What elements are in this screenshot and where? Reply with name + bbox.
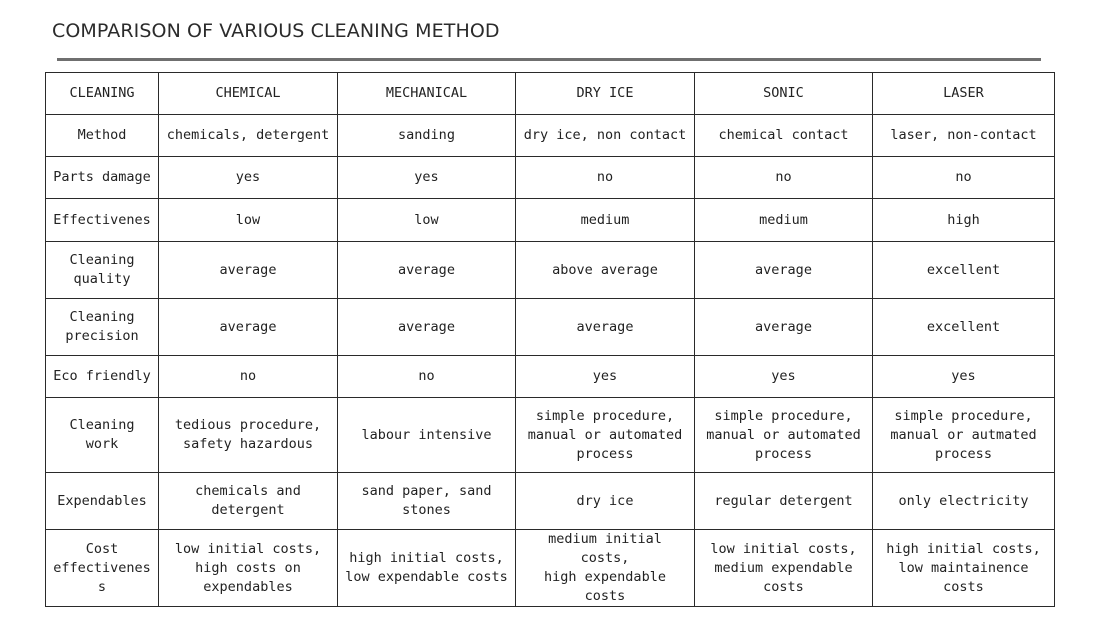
cell-text: medium	[759, 211, 808, 228]
cell-text: high expendable	[544, 569, 666, 585]
cell-text: low	[414, 211, 439, 228]
cell-text: yes	[592, 368, 618, 384]
table-cell-sonic	[695, 398, 873, 473]
cell-text: high costs on	[195, 559, 301, 576]
row-label	[46, 115, 159, 157]
cell-text: average	[755, 318, 812, 335]
table-row	[46, 242, 1055, 299]
table-cell-laser	[873, 115, 1055, 157]
table-cell-sonic	[695, 157, 873, 199]
table-cell-chemical	[159, 473, 338, 530]
cell-text: low	[235, 211, 261, 228]
cell-text: average	[398, 261, 455, 278]
table-cell-laser	[873, 398, 1055, 473]
cell-text: chemicals and	[195, 483, 301, 499]
table-cell-chemical	[159, 530, 338, 607]
cell-text: above average	[552, 261, 658, 278]
table-cell-laser	[873, 530, 1055, 607]
row-label	[46, 199, 159, 242]
cell-text: low initial costs,	[174, 540, 322, 557]
cell-text: average	[398, 318, 455, 335]
table-cell-dry-ice	[516, 199, 695, 242]
table-cell-laser	[873, 242, 1055, 299]
row-label-line: Cleaning	[69, 417, 135, 433]
table-cell-sonic	[695, 356, 873, 398]
table-cell-mechanical	[338, 530, 516, 607]
table-row	[46, 299, 1055, 356]
table-cell-dry-ice	[516, 299, 695, 356]
cell-text: safety hazardous	[182, 436, 314, 452]
cell-text: detergent	[211, 502, 285, 518]
table-cell-dry-ice	[516, 157, 695, 199]
cell-text: low maintainence	[898, 559, 1029, 576]
cell-text: process	[935, 445, 992, 462]
row-label-line: work	[85, 436, 119, 452]
table-cell-chemical	[159, 157, 338, 199]
row-label-line: Eco friendly	[53, 368, 151, 384]
row-label-line: Cost	[85, 540, 119, 557]
cell-text: medium expendable	[714, 559, 853, 576]
row-label-line: Expendables	[57, 492, 147, 509]
cell-text: high initial costs,	[886, 540, 1041, 557]
cell-text: no	[955, 169, 972, 185]
row-label-line: effectivenes	[53, 559, 151, 576]
table-cell-laser	[873, 299, 1055, 356]
cell-text: tedious procedure,	[174, 417, 322, 433]
row-label-line: precision	[65, 328, 139, 344]
cell-text: manual or autmated	[890, 426, 1037, 443]
row-label-line: Method	[77, 127, 127, 143]
header-laser: LASER	[873, 73, 1055, 115]
cell-text: excellent	[926, 261, 1001, 278]
row-label	[46, 299, 159, 356]
header-row	[46, 73, 1055, 115]
table-cell-chemical	[159, 398, 338, 473]
table-cell-mechanical	[338, 242, 516, 299]
table-cell-sonic	[695, 199, 873, 242]
table-cell-chemical	[159, 299, 338, 356]
header-sonic: SONIC	[695, 73, 873, 115]
table-row	[46, 530, 1055, 607]
cell-text: low initial costs,	[710, 540, 857, 557]
cell-text: simple procedure,	[894, 407, 1033, 424]
table-body	[46, 115, 1055, 607]
cell-text: chemical contact	[718, 127, 849, 143]
table-cell-laser	[873, 199, 1055, 242]
table-cell-dry-ice	[516, 242, 695, 299]
table-cell-mechanical	[338, 356, 516, 398]
table-cell-sonic	[695, 242, 873, 299]
cell-text: medium	[580, 211, 630, 228]
cell-text: chemicals, detergent	[166, 127, 330, 143]
row-label-line: quality	[73, 271, 131, 287]
cell-text: dry ice, non contact	[523, 127, 687, 143]
cell-text: no	[239, 368, 257, 384]
cell-text: average	[755, 261, 812, 278]
table-cell-dry-ice	[516, 115, 695, 157]
row-label-line: Cleaning	[69, 309, 135, 325]
cell-text: simple procedure,	[714, 407, 853, 424]
table-row	[46, 115, 1055, 157]
cell-text: no	[596, 169, 614, 185]
cell-text: process	[576, 445, 634, 462]
cell-text: excellent	[926, 318, 1001, 335]
header-cleaning: CLEANING	[46, 73, 159, 115]
header-dry-ice: DRY ICE	[516, 73, 695, 115]
cell-text: costs	[763, 578, 804, 595]
cell-text: process	[755, 445, 812, 462]
cell-text: manual or automated	[527, 426, 683, 443]
row-label-line: Effectivenes	[53, 211, 151, 228]
table-cell-dry-ice	[516, 473, 695, 530]
table-cell-mechanical	[338, 115, 516, 157]
table-cell-dry-ice	[516, 356, 695, 398]
table-cell-mechanical	[338, 473, 516, 530]
table-cell-mechanical	[338, 398, 516, 473]
cell-text: simple procedure,	[535, 407, 675, 424]
title-divider	[57, 58, 1041, 61]
cell-text: high initial costs,	[349, 550, 504, 566]
row-label	[46, 242, 159, 299]
table-row	[46, 473, 1055, 530]
table-cell-laser	[873, 473, 1055, 530]
cell-text: laser, non-contact	[890, 127, 1037, 143]
cell-text: high	[947, 211, 980, 228]
row-label	[46, 530, 159, 607]
table-cell-sonic	[695, 530, 873, 607]
cell-text: costs	[584, 588, 626, 604]
cell-text: yes	[414, 169, 439, 185]
table-cell-laser	[873, 157, 1055, 199]
table-row	[46, 157, 1055, 199]
table-row	[46, 199, 1055, 242]
cell-text: yes	[951, 368, 976, 384]
cell-text: no	[418, 368, 435, 384]
cell-text: yes	[771, 368, 796, 384]
row-label-line: s	[97, 578, 107, 595]
cell-text: no	[775, 169, 792, 185]
table-cell-mechanical	[338, 199, 516, 242]
page-title: COMPARISON OF VARIOUS CLEANING METHOD	[52, 20, 500, 42]
table-cell-sonic	[695, 299, 873, 356]
cell-text: average	[219, 318, 277, 335]
row-label	[46, 398, 159, 473]
table-cell-dry-ice	[516, 530, 695, 607]
cell-text: medium initial costs,	[548, 531, 662, 566]
table-row	[46, 398, 1055, 473]
table-cell-laser	[873, 356, 1055, 398]
header-mechanical: MECHANICAL	[338, 73, 516, 115]
cell-text: yes	[235, 169, 261, 185]
table-cell-chemical	[159, 356, 338, 398]
table-cell-sonic	[695, 115, 873, 157]
cell-text: expendables	[203, 578, 293, 595]
table-cell-chemical	[159, 242, 338, 299]
cell-text: costs	[943, 578, 984, 595]
cell-text: low expendable costs	[345, 569, 508, 585]
row-label	[46, 157, 159, 199]
cell-text: stones	[402, 502, 451, 518]
cell-text: sanding	[398, 127, 455, 143]
table-cell-sonic	[695, 473, 873, 530]
table-row	[46, 356, 1055, 398]
cell-text: average	[576, 318, 634, 335]
table-cell-mechanical	[338, 299, 516, 356]
row-label-line: Cleaning	[69, 252, 135, 268]
table-cell-mechanical	[338, 157, 516, 199]
row-label-line: Parts damage	[53, 169, 151, 185]
comparison-table	[45, 72, 1055, 607]
cell-text: only electricity	[898, 492, 1029, 509]
cell-text: regular detergent	[714, 492, 853, 509]
table-cell-dry-ice	[516, 398, 695, 473]
header-chemical: CHEMICAL	[159, 73, 338, 115]
table-cell-chemical	[159, 115, 338, 157]
cell-text: dry ice	[576, 492, 634, 509]
cell-text: sand paper, sand	[361, 483, 492, 499]
row-label	[46, 473, 159, 530]
cell-text: manual or automated	[706, 426, 861, 443]
cell-text: average	[219, 261, 277, 278]
cell-text: labour intensive	[361, 426, 492, 443]
table-cell-chemical	[159, 199, 338, 242]
row-label	[46, 356, 159, 398]
